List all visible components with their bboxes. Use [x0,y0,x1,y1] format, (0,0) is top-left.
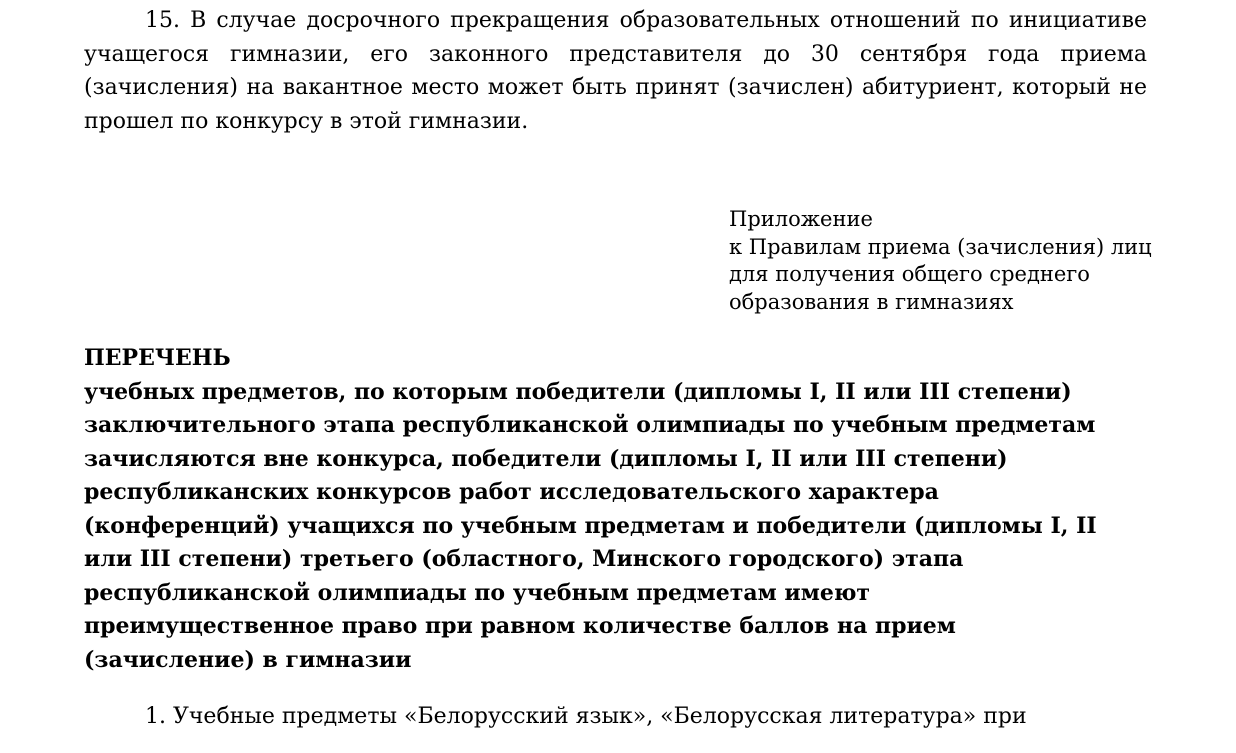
list-heading-line: республиканских конкурсов работ исследовательского характера [84,479,939,505]
appendix-line: Приложение [729,207,873,231]
list-heading-line: (зачисление) в гимназии [84,646,412,673]
appendix-note [729,206,1152,316]
list-heading-line: учебных предметов, по которым победители (дипломы I, II или III степени) [84,378,1072,405]
paragraph-15: 15. В случае досрочного прекращения образовательных отношений по инициативе учащегося гимназии, его законного представителя до 30 сентября года приема (зачисления) на вакантное место может быть принят (зачислен) абитуриент, который не прошел по конкурсу в этой гимназии. [84,8,1147,134]
list-heading-line: зачисляются вне конкурса, победители (дипломы I, II или III степени) [84,445,1008,472]
list-item-1: 1. Учебные предметы «Белорусский язык», «Белорусская литература» при [145,704,1027,729]
list-heading-line: (конференций) учащихся по учебным предметам и победители (дипломы I, II [84,512,1097,539]
list-heading-line: заключительного этапа республиканской олимпиады по учебным предметам [84,412,1096,438]
appendix-line: к Правилам приема (зачисления) лиц [729,234,1152,259]
list-heading [84,342,1147,677]
appendix-line: для получения общего среднего [729,262,1090,286]
list-heading-line: преимущественное право при равном количестве баллов на прием [84,613,956,639]
list-heading-line: или III степени) третьего (областного, Минского городского) этапа [84,546,964,572]
list-heading-line: республиканской олимпиады по учебным предметам имеют [84,579,871,606]
document-page [84,4,1152,734]
appendix-line: образования в гимназиях [729,289,1014,314]
list-title: ПЕРЕЧЕНЬ [84,345,231,371]
